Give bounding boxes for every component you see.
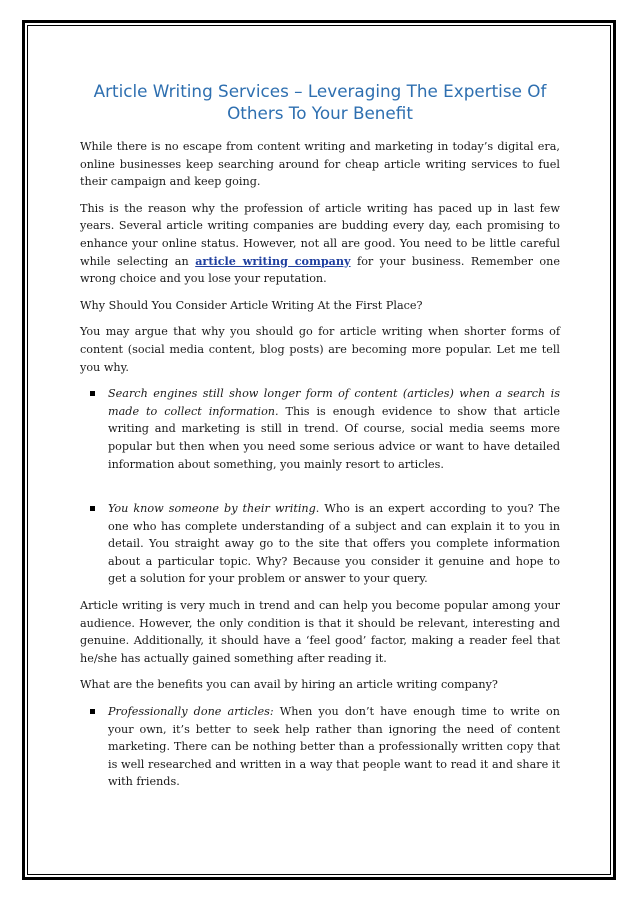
list-item bbox=[108, 500, 560, 588]
list-item-lead: You know someone by their writing bbox=[108, 502, 316, 516]
list-item-lead: Professionally done articles: bbox=[108, 705, 274, 719]
document-title: Article Writing Services – Leveraging The Expertise Of Others To Your Benefit bbox=[93, 81, 547, 123]
paragraph-text-before-link: This is the reason why the profession of article writing has paced up in last few years. Several article writing companies are budding every day, each promising to enhance your online status. However, not all are good. You need to be little careful while selecting an bbox=[80, 201, 560, 268]
list-item-text: When you don’t have enough time to write on your own, it’s better to seek help rather than ignoring the need of content marketing. There can be nothing better than a professionally written copy that is well researched and written in a way that people want to read it and share it with friends. bbox=[108, 705, 561, 789]
list-item-text: . Who is an expert according to you? The one who has complete understanding of a subject and can explain it to you in detail. You straight away go to the site that offers you complete information about a particular topic. Why? Because you consider it genuine and hope to get a solution for your problem or answer to your query. bbox=[108, 502, 560, 586]
list-item bbox=[108, 385, 560, 473]
list-item-text: This is enough evidence to show that article writing and marketing is still in trend. Of course, social media seems more popular but then when you need some serious advice or want to have detailed information about something, you mainly resort to articles. bbox=[108, 404, 560, 471]
article-writing-company-link[interactable]: article writing company bbox=[195, 253, 351, 268]
square-bullet-icon bbox=[90, 391, 95, 396]
intro-paragraph: While there is no escape from content writing and marketing in today’s digital era, online businesses keep searching around for cheap article writing services to fuel their campaign and keep going. bbox=[80, 140, 560, 189]
document-body bbox=[80, 80, 560, 800]
paragraph-text-after-link: for your business. Remember one wrong choice and you lose your reputation. bbox=[80, 254, 560, 286]
square-bullet-icon bbox=[90, 709, 95, 714]
list-item bbox=[108, 703, 560, 791]
heading-why: Why Should You Consider Article Writing At the First Place? bbox=[80, 298, 423, 312]
paragraph-companies bbox=[80, 200, 560, 288]
paragraph-argue: You may argue that why you should go for article writing when shorter forms of content (social media content, blog posts) are becoming more popular. Let me tell you why. bbox=[80, 325, 560, 374]
reasons-list bbox=[80, 385, 560, 588]
paragraph-trend: Article writing is very much in trend and can help you become popular among your audience. However, the only condition is that it should be relevant, interesting and genuine. Additionally, it should have a ‘feel good’ factor, making a reader feel that he/she has actually gained something after reading it. bbox=[80, 599, 560, 665]
heading-benefits: What are the benefits you can avail by hiring an article writing company? bbox=[80, 678, 498, 692]
benefits-list bbox=[80, 703, 560, 791]
square-bullet-icon bbox=[90, 506, 95, 511]
list-item-lead: Search engines still show longer form of content (articles) when a search is made to collect information. bbox=[108, 387, 560, 418]
